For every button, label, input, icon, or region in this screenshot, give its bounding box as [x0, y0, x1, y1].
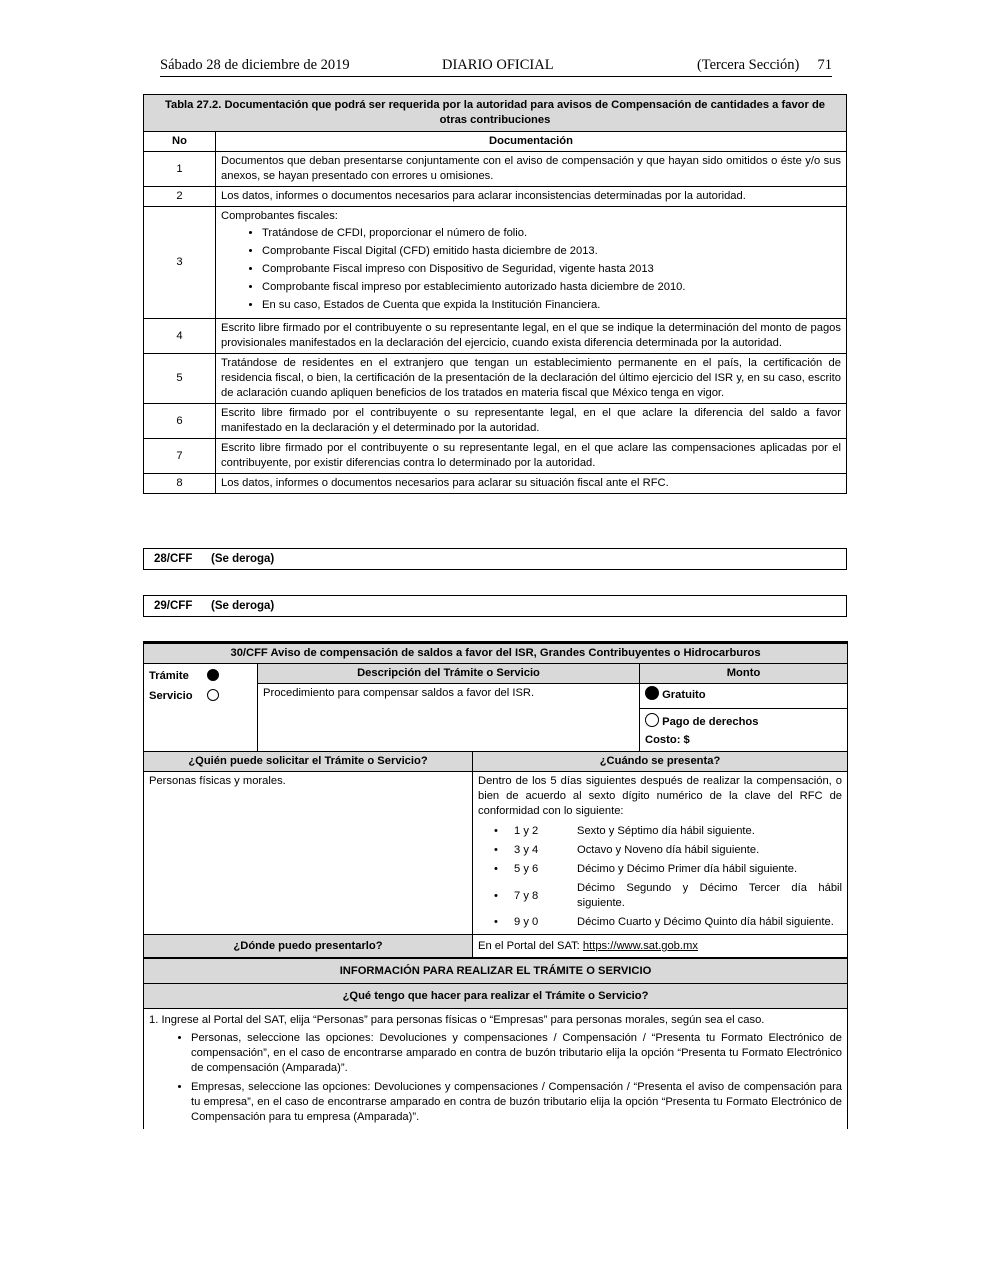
- table-27-2: [143, 94, 847, 494]
- rule-status: (Se deroga): [211, 553, 275, 565]
- list-item: • Comprobante Fiscal impreso con Dispositivo de Seguridad, vigente hasta 2013: [262, 262, 841, 277]
- quien-header: ¿Quién puede solicitar el Trámite o Servicio?: [144, 752, 473, 772]
- list-item: • Tratándose de CFDI, proporcionar el número de folio.: [262, 226, 841, 241]
- row-number: 3: [144, 207, 216, 319]
- table-row: [144, 187, 847, 207]
- row-number: 6: [144, 404, 216, 439]
- info-header: INFORMACIÓN PARA REALIZAR EL TRÁMITE O SERVICIO: [144, 958, 848, 984]
- header-section-page: (Tercera Sección) 71: [696, 57, 832, 73]
- steps-cell: [144, 1009, 848, 1130]
- desc-text: Procedimiento para compensar saldos a favor del ISR.: [258, 684, 640, 752]
- row-number: 5: [144, 354, 216, 404]
- list-item: • Comprobante Fiscal Digital (CFD) emitido hasta diciembre de 2013.: [262, 244, 841, 259]
- que-header: ¿Qué tengo que hacer para realizar el Trámite o Servicio?: [144, 984, 848, 1009]
- row-text: Los datos, informes o documentos necesarios para aclarar inconsistencias determinadas por la autoridad.: [216, 187, 847, 207]
- servicio-option: Servicio: [149, 686, 252, 706]
- list-item: • 3 y 4 Octavo y Noveno día hábil siguiente.: [494, 844, 760, 856]
- tramite-option: Trámite: [149, 666, 252, 686]
- rule-code: 29/CFF: [154, 600, 193, 612]
- row-cell: [216, 207, 847, 319]
- costo-label: Costo: $: [645, 734, 690, 746]
- bullet-list: [221, 226, 841, 313]
- pago-option: Pago de derechos Costo: $: [640, 709, 848, 752]
- row-text: Tratándose de residentes en el extranjero que tengan un establecimiento permanente en el país, la certificación de residencia fiscal, o bien, la certificación de la presentación de la declaración del último ejercicio del ISR y, en su caso, escrito de aclaración cuando apliquen beneficios de los tratados en materia fiscal que México tenga en vigor.: [216, 354, 847, 404]
- table-row: [144, 474, 847, 494]
- cuando-cell: [473, 772, 848, 935]
- list-item: • Personas, seleccione las opciones: Devoluciones y compensaciones / Compensación / “Presenta tu Formato Electrónico de compensación”, en el caso de encontrarse amparado en contra de buzón tributario elija la opción “Presenta tu Formato Electrónico de compensación (Amparada)”.: [191, 1031, 842, 1076]
- filled-circle-icon: [645, 686, 659, 700]
- step-1: 1. Ingrese al Portal del SAT, elija “Personas” para personas físicas o “Empresas” para personas morales, según sea el caso.: [149, 1014, 765, 1026]
- donde-cell: En el Portal del SAT: https://www.sat.gob.mx: [473, 935, 848, 959]
- row-text: Escrito libre firmado por el contribuyente o su representante legal, en el que aclare la diferencia del saldo a favor manifestado en la declaración y el determinado por la autoridad.: [216, 404, 847, 439]
- row-text: Comprobantes fiscales:: [221, 210, 338, 222]
- cuando-header: ¿Cuándo se presenta?: [473, 752, 848, 772]
- row-number: 2: [144, 187, 216, 207]
- table-row: [144, 152, 847, 187]
- list-item: • 5 y 6 Décimo y Décimo Primer día hábil siguiente.: [494, 863, 798, 875]
- ficha-30-cff: [143, 641, 848, 1129]
- empty-circle-icon: [207, 689, 219, 701]
- quien-text: Personas físicas y morales.: [144, 772, 473, 935]
- row-number: 7: [144, 439, 216, 474]
- table-row: [144, 207, 847, 319]
- list-item: • 1 y 2 Sexto y Séptimo día hábil siguiente.: [494, 825, 755, 837]
- monto-header: Monto: [640, 664, 848, 684]
- list-item: • Comprobante fiscal impreso por establecimiento autorizado hasta diciembre de 2010.: [262, 280, 841, 295]
- empty-circle-icon: [645, 713, 659, 727]
- rule-code: 28/CFF: [154, 553, 193, 565]
- table-row: [144, 439, 847, 474]
- row-number: 8: [144, 474, 216, 494]
- tramite-servicio-cell: [144, 664, 258, 752]
- row-number: 4: [144, 319, 216, 354]
- header-date: Sábado 28 de diciembre de 2019: [160, 57, 350, 73]
- desc-header: Descripción del Trámite o Servicio: [258, 664, 640, 684]
- list-item: • Empresas, seleccione las opciones: Devoluciones y compensaciones / Compensación / “Presenta el aviso de compensación para tu empresa”, en el caso de encontrarse amparado en contra de buzón tributario elija la opción “Presenta tu Formato Electrónico de Compensación para tu empresa (Amparada)”.: [191, 1080, 842, 1125]
- row-text: Documentos que deban presentarse conjuntamente con el aviso de compensación y que hayan sido omitidos o éste y/o sus anexos, se hayan presentado con errores u omisiones.: [216, 152, 847, 187]
- cuando-text: Dentro de los 5 días siguientes después de realizar la compensación, o bien de acuerdo al sexto dígito numérico de la clave del RFC de conformidad con lo siguiente:: [478, 775, 843, 817]
- list-item: • 9 y 0 Décimo Cuarto y Décimo Quinto día hábil siguiente.: [494, 916, 834, 928]
- col-header-no: No: [144, 132, 216, 152]
- header-publication: DIARIO OFICIAL: [442, 57, 554, 73]
- table-row: [144, 319, 847, 354]
- row-number: 1: [144, 152, 216, 187]
- donde-header: ¿Dónde puedo presentarlo?: [144, 935, 473, 959]
- list-item: • 7 y 8 Décimo Segundo y Décimo Tercer día hábil siguiente.: [494, 882, 843, 909]
- filled-circle-icon: [207, 669, 219, 681]
- list-item: • En su caso, Estados de Cuenta que expida la Institución Financiera.: [262, 298, 841, 313]
- rule-28-cff: [143, 548, 847, 570]
- table-title: Tabla 27.2. Documentación que podrá ser requerida por la autoridad para avisos de Compensación de cantidades a favor de otras contribuciones: [144, 95, 847, 132]
- rule-29-cff: [143, 595, 847, 617]
- table-row: [144, 354, 847, 404]
- row-text: Escrito libre firmado por el contribuyente o su representante legal, en el que aclare las compensaciones aplicadas por el contribuyente, por existir diferencias contra lo determinado por la autoridad.: [216, 439, 847, 474]
- row-text: Escrito libre firmado por el contribuyente o su representante legal, en el que se indique la determinación del monto de pagos provisionales manifestados en la declaración del ejercicio, cuando exista diferencia determinada por la autoridad.: [216, 319, 847, 354]
- gratuito-option: Gratuito: [640, 684, 848, 709]
- ficha-title: 30/CFF Aviso de compensación de saldos a favor del ISR, Grandes Contribuyentes o Hidrocarburos: [144, 643, 848, 664]
- row-text: Los datos, informes o documentos necesarios para aclarar su situación fiscal ante el RFC.: [216, 474, 847, 494]
- col-header-documentacion: Documentación: [216, 132, 847, 152]
- step-bullets: [149, 1031, 842, 1125]
- rule-status: (Se deroga): [211, 600, 275, 612]
- rfc-schedule: [478, 822, 842, 932]
- sat-portal-link[interactable]: https://www.sat.gob.mx: [582, 939, 698, 952]
- table-row: [144, 404, 847, 439]
- page-header: [160, 56, 832, 77]
